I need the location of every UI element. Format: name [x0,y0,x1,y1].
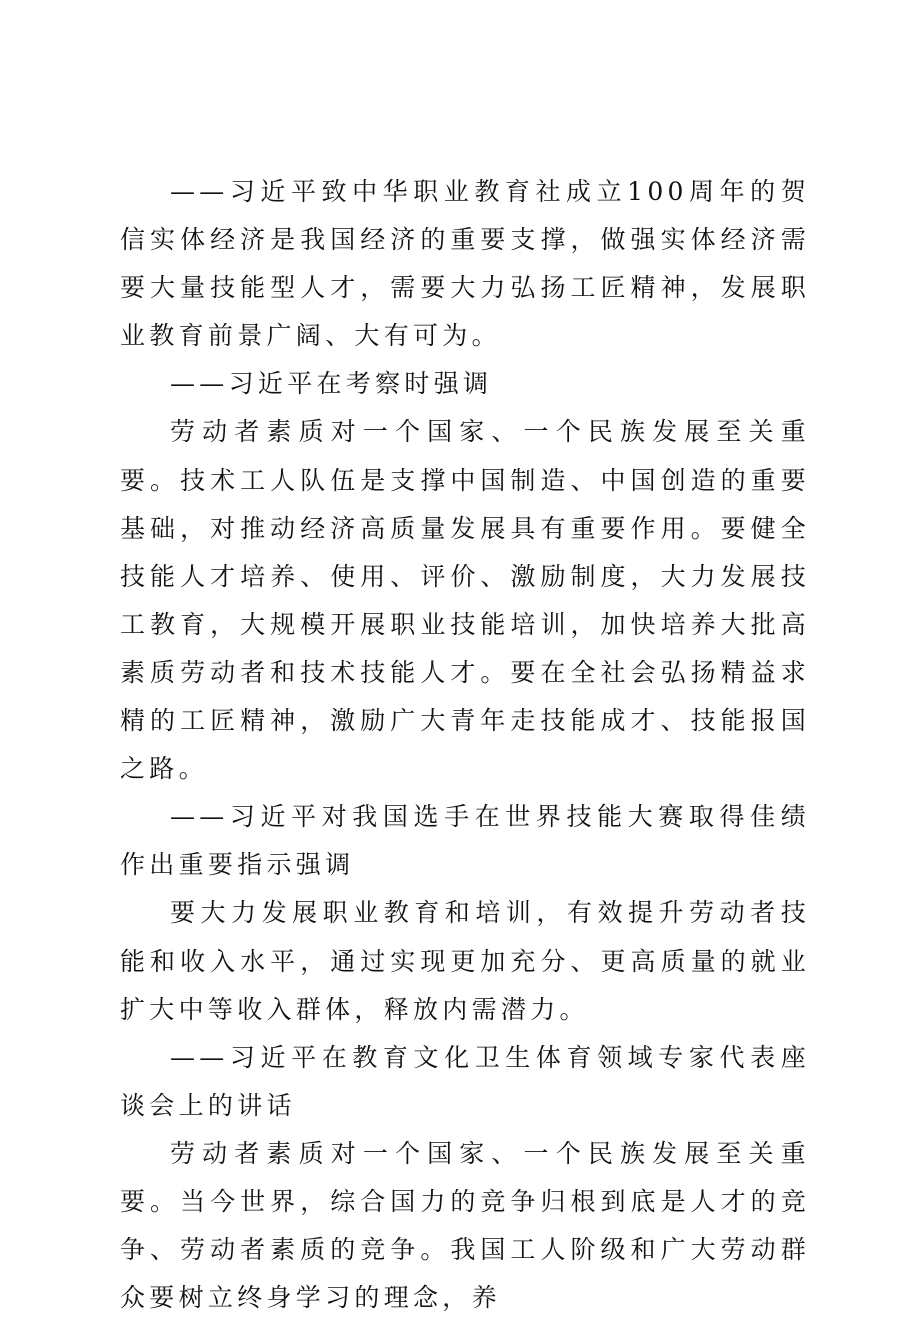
paragraph-quote-source-4: ——习近平在教育文化卫生体育领域专家代表座谈会上的讲话 [120,1042,810,1120]
paragraph-quote-source-1: ——习近平致中华职业教育社成立100周年的贺信实体经济是我国经济的重要支撑，做强实体经济需要大量技能型人才，需要大力弘扬工匠精神，发展职业教育前景广阔、大有可为。 [120,177,810,351]
paragraph-quote-source-3: ——习近平对我国选手在世界技能大赛取得佳绩作出重要指示强调 [120,802,810,880]
paragraph-quote-source-2: ——习近平在考察时强调 [170,369,493,399]
paragraph-body-2: 要大力发展职业教育和培训，有效提升劳动者技能和收入水平，通过实现更加充分、更高质量的就业扩大中等收入群体，释放内需潜力。 [120,898,810,1024]
paragraph-body-1: 劳动者素质对一个国家、一个民族发展至关重要。技术工人队伍是支撑中国制造、中国创造的重要基础，对推动经济高质量发展具有重要作用。要健全技能人才培养、使用、评价、激励制度，大力发展技工教育，大规模开展职业技能培训，加快培养大批高素质劳动者和技术技能人才。要在全社会弘扬精益求精的工匠精神，激励广大青年走技能成才、技能报国之路。 [120,417,810,784]
paragraph-body-3: 劳动者素质对一个国家、一个民族发展至关重要。当今世界，综合国力的竞争归根到底是人才的竞争、劳动者素质的竞争。我国工人阶级和广大劳动群众要树立终身学习的理念，养 [120,1138,810,1313]
document-body [120,168,810,1322]
